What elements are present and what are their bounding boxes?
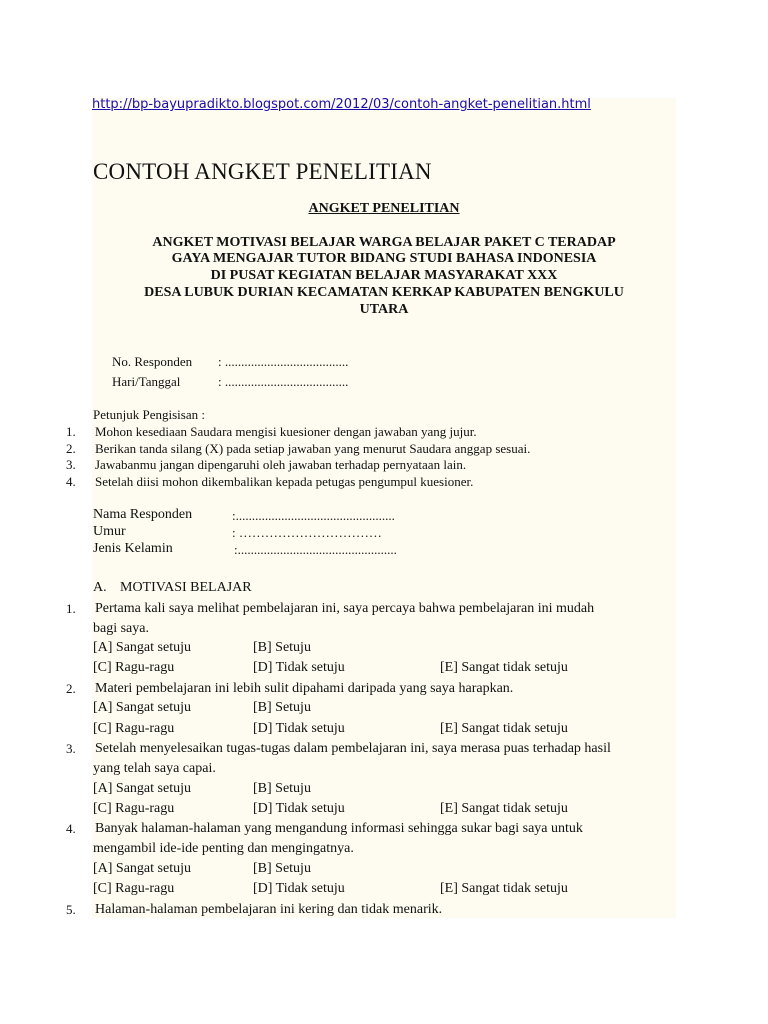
heading-line-3: DI PUSAT KEGIATAN BELAJAR MASYARAKAT XXX — [210, 268, 558, 283]
option-a: [A] Sangat setuju — [93, 640, 191, 655]
heading-line-5: UTARA — [359, 302, 409, 317]
option-b: [B] Setuju — [253, 781, 311, 796]
document-title: CONTOH ANGKET PENELITIAN — [93, 159, 432, 184]
option-e: [E] Sangat tidak setuju — [440, 801, 568, 816]
question-number: 2. — [66, 681, 76, 696]
option-e: [E] Sangat tidak setuju — [440, 881, 568, 896]
section-letter: A. — [93, 580, 107, 595]
option-d: [D] Tidak setuju — [253, 721, 345, 736]
instruction-number: 2. — [66, 441, 76, 456]
questionnaire-subtitle: ANGKET PENELITIAN — [308, 201, 460, 216]
option-a: [A] Sangat setuju — [93, 781, 191, 796]
question-text: Pertama kali saya melihat pembelajaran ini, saya percaya bahwa pembelajaran ini mudah — [95, 601, 595, 616]
instruction-number: 4. — [66, 474, 76, 489]
source-link[interactable]: http://bp-bayupradikto.blogspot.com/2012/03/contoh-angket-penelitian.html — [92, 97, 591, 112]
option-c: [C] Ragu-ragu — [93, 881, 175, 896]
heading-line-2: GAYA MENGAJAR TUTOR BIDANG STUDI BAHASA INDONESIA — [171, 251, 597, 266]
option-e: [E] Sangat tidak setuju — [440, 660, 568, 675]
instruction-text: Berikan tanda silang (X) pada setiap jawaban yang menurut Saudara anggap sesuai. — [95, 441, 531, 456]
field-value-jenis-kelamin: :................................................. — [234, 542, 397, 557]
option-d: [D] Tidak setuju — [253, 801, 345, 816]
field-label-hari-tanggal: Hari/Tanggal — [112, 374, 181, 389]
option-d: [D] Tidak setuju — [253, 881, 345, 896]
field-value-nama: :................................................. — [232, 508, 395, 523]
option-a: [A] Sangat setuju — [93, 861, 191, 876]
field-label-nama: Nama Responden — [93, 507, 193, 522]
field-label-umur: Umur — [93, 524, 126, 539]
option-a: [A] Sangat setuju — [93, 700, 191, 715]
question-text: Materi pembelajaran ini lebih sulit dipahami daripada yang saya harapkan. — [95, 681, 514, 696]
option-b: [B] Setuju — [253, 700, 311, 715]
instruction-text: Jawabanmu jangan dipengaruhi oleh jawaban terhadap pernyataan lain. — [95, 457, 467, 472]
question-text-continued: mengambil ide-ide penting dan mengingatnya. — [93, 841, 354, 856]
heading-line-1: ANGKET MOTIVASI BELAJAR WARGA BELAJAR PAKET C TERADAP — [152, 235, 616, 250]
instructions-label: Petunjuk Pengisisan : — [93, 407, 205, 422]
section-title: MOTIVASI BELAJAR — [120, 580, 252, 595]
instruction-number: 1. — [66, 424, 76, 439]
instruction-number: 3. — [66, 457, 76, 472]
field-label-no-responden: No. Responden — [112, 354, 193, 369]
field-value-hari-tanggal: : ...................................... — [218, 374, 349, 389]
option-b: [B] Setuju — [253, 861, 311, 876]
option-e: [E] Sangat tidak setuju — [440, 721, 568, 736]
question-number: 4. — [66, 821, 76, 836]
question-text-continued: bagi saya. — [93, 621, 149, 636]
question-number: 3. — [66, 741, 76, 756]
question-number: 5. — [66, 902, 76, 917]
option-c: [C] Ragu-ragu — [93, 660, 175, 675]
field-value-umur: : …………………………… — [232, 525, 382, 540]
instruction-text: Mohon kesediaan Saudara mengisi kuesioner dengan jawaban yang jujur. — [95, 424, 477, 439]
field-label-jenis-kelamin: Jenis Kelamin — [93, 541, 173, 556]
question-text: Banyak halaman-halaman yang mengandung informasi sehingga sukar bagi saya untuk — [95, 821, 583, 836]
instruction-text: Setelah diisi mohon dikembalikan kepada petugas pengumpul kuesioner. — [95, 474, 474, 489]
heading-line-4: DESA LUBUK DURIAN KECAMATAN KERKAP KABUPATEN BENGKULU — [144, 285, 624, 300]
question-text-continued: yang telah saya capai. — [93, 761, 216, 776]
question-number: 1. — [66, 601, 76, 616]
option-d: [D] Tidak setuju — [253, 660, 345, 675]
question-text: Halaman-halaman pembelajaran ini kering dan tidak menarik. — [95, 902, 443, 917]
option-c: [C] Ragu-ragu — [93, 721, 175, 736]
option-c: [C] Ragu-ragu — [93, 801, 175, 816]
option-b: [B] Setuju — [253, 640, 311, 655]
question-text: Setelah menyelesaikan tugas-tugas dalam pembelajaran ini, saya merasa puas terhadap hasil — [95, 741, 611, 756]
field-value-no-responden: : ...................................... — [218, 354, 349, 369]
